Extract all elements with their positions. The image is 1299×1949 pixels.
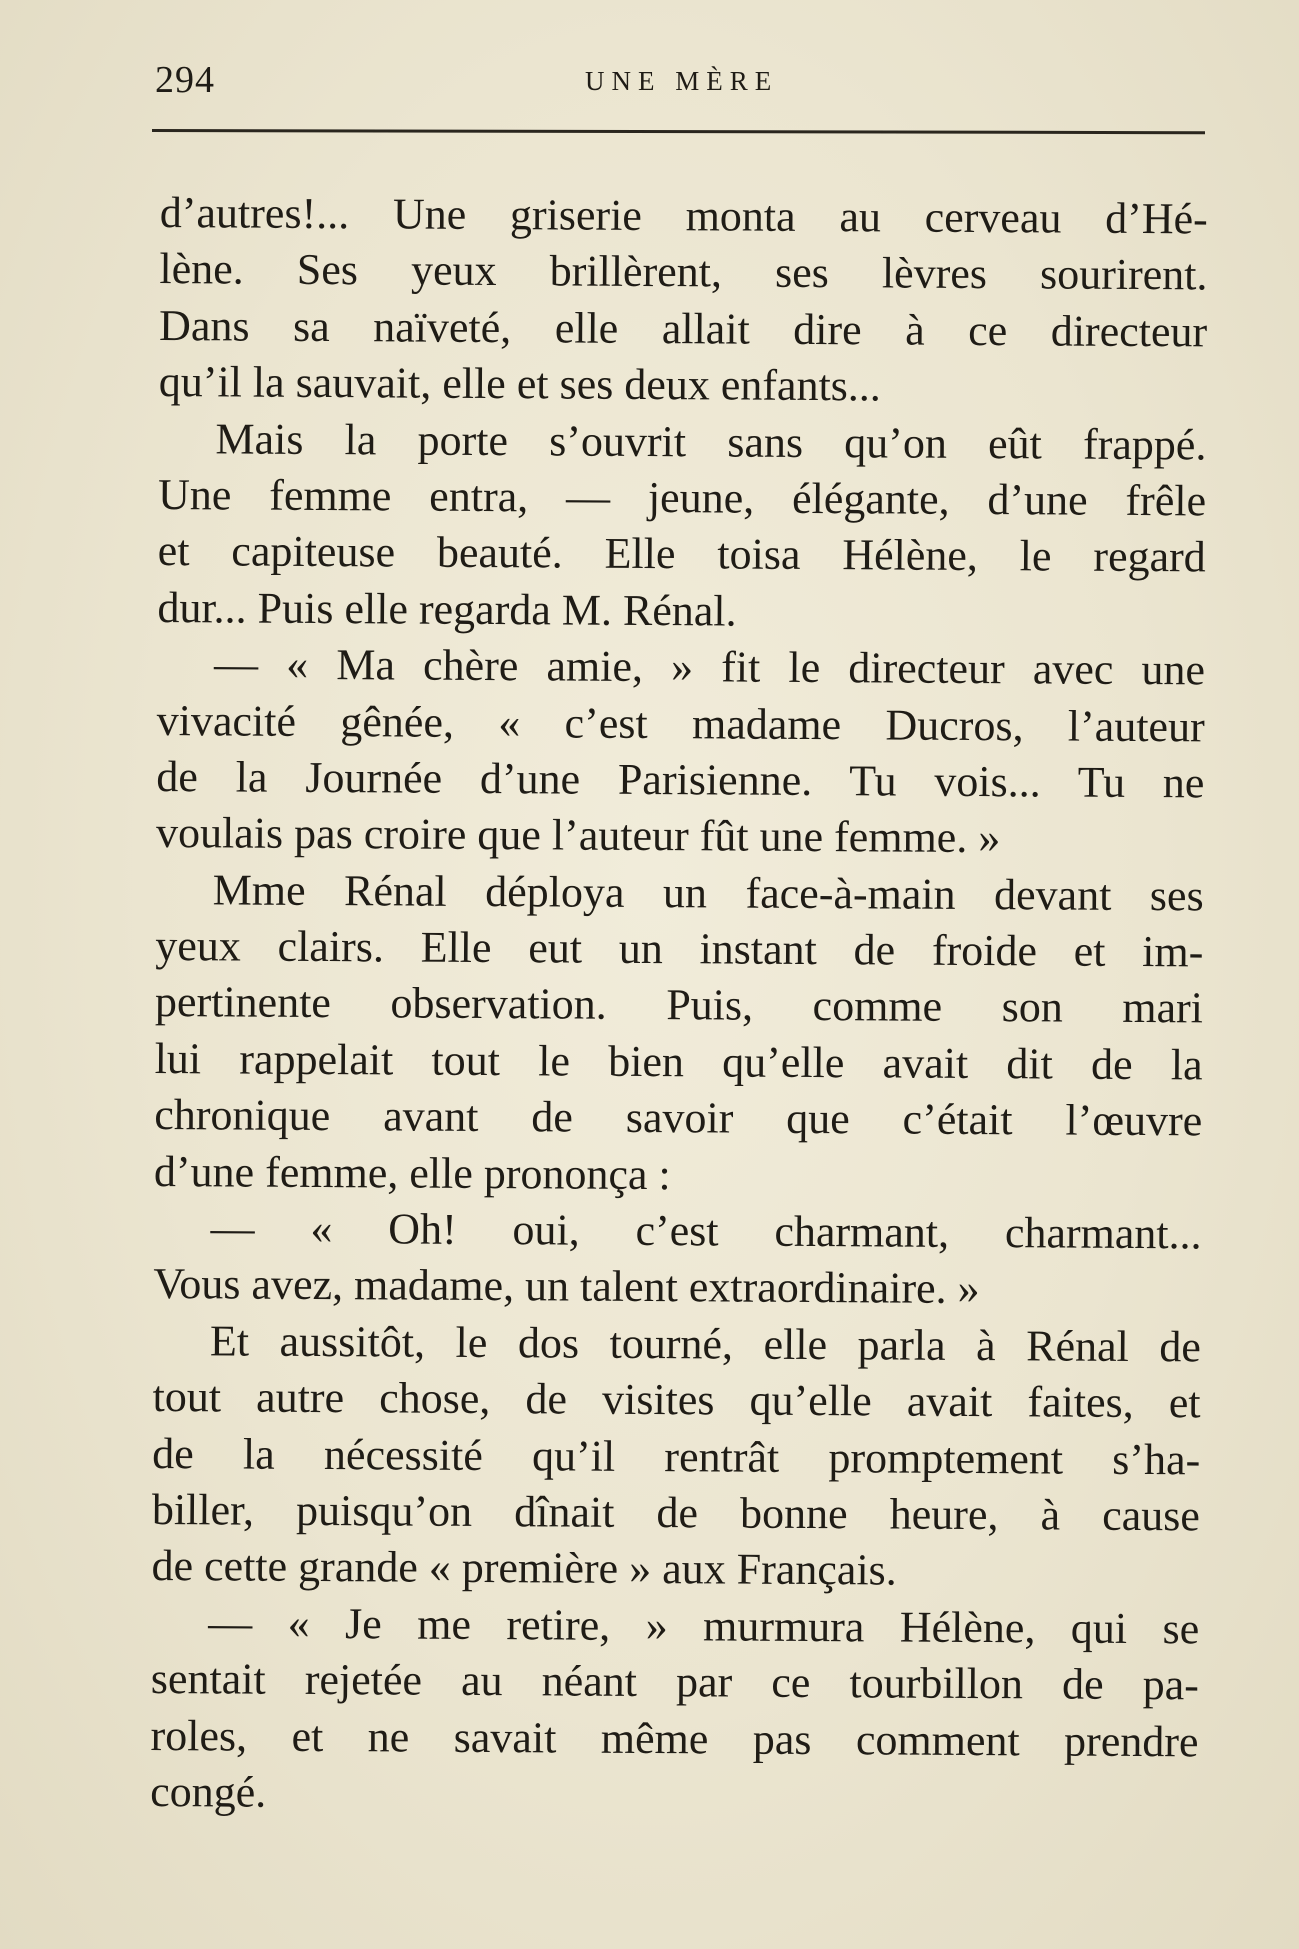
text-line: chronique avant de savoir que c’était l’œuvre <box>154 1090 1203 1146</box>
header-rule <box>152 129 1205 134</box>
text-line: lui rappelait tout le bien qu’elle avait dit de la <box>154 1033 1203 1090</box>
text-line: Dans sa naïveté, elle allait dire à ce directeur <box>158 300 1208 357</box>
text-line: Mais la porte s’ouvrit sans qu’on eût frappé. <box>215 413 1207 469</box>
text-line: qu’il la sauvait, elle et ses deux enfants... <box>158 357 882 411</box>
text-line: Mme Rénal déploya un face-à-main devant ses <box>212 865 1204 921</box>
text-line: Et aussitôt, le dos tourné, elle parla à Rénal de <box>209 1316 1202 1372</box>
text-line: lène. Ses yeux brillèrent, ses lèvres sourirent. <box>159 244 1208 300</box>
text-line: pertinente observation. Puis, comme son mari <box>154 977 1204 1033</box>
running-title: UNE MÈRE <box>585 66 779 96</box>
text-line: voulais pas croire que l’auteur fût une femme. » <box>155 808 1001 863</box>
text-line: biller, puisqu’on dînait de bonne heure, à cause <box>151 1484 1201 1541</box>
text-line: de cette grande « première » aux Français. <box>151 1541 897 1595</box>
text-line: d’une femme, elle prononça : <box>153 1146 671 1199</box>
text-line: sentait rejetée au néant par ce tourbillon de pa- <box>150 1654 1200 1710</box>
text-line: et capiteuse beauté. Elle toisa Hélène, le regard <box>157 526 1206 582</box>
running-head <box>155 58 1205 108</box>
text-line: roles, et ne savait même pas comment prendre <box>150 1710 1199 1766</box>
page-number: 294 <box>155 59 215 101</box>
text-line: de la nécessité qu’il rentrât promptement s’ha- <box>152 1428 1201 1484</box>
text-line: dur... Puis elle regarda M. Rénal. <box>157 582 737 636</box>
text-line: — « Ma chère amie, » fit le directeur avec une <box>213 639 1206 695</box>
text-line: de la Journée d’une Parisienne. Tu vois... Tu ne <box>156 751 1205 808</box>
text-line: vivacité gênée, « c’est madame Ducros, l’auteur <box>156 695 1205 751</box>
text-line: — « Oh! oui, c’est charmant, charmant... <box>210 1203 1202 1259</box>
text-line: Vous avez, madame, un talent extraordinaire. » <box>153 1259 980 1314</box>
body-text <box>150 185 1208 1827</box>
text-line: Une femme entra, — jeune, élégante, d’une frêle <box>157 469 1207 526</box>
text-line: yeux clairs. Elle eut un instant de froide et im- <box>155 921 1204 977</box>
text-line: tout autre chose, de visites qu’elle avait faites, et <box>152 1372 1201 1428</box>
text-line: — « Je me retire, » murmura Hélène, qui se <box>208 1598 1200 1654</box>
text-line: congé. <box>150 1766 267 1817</box>
text-line: d’autres!... Une griserie monta au cerveau d’Hé- <box>159 187 1208 244</box>
